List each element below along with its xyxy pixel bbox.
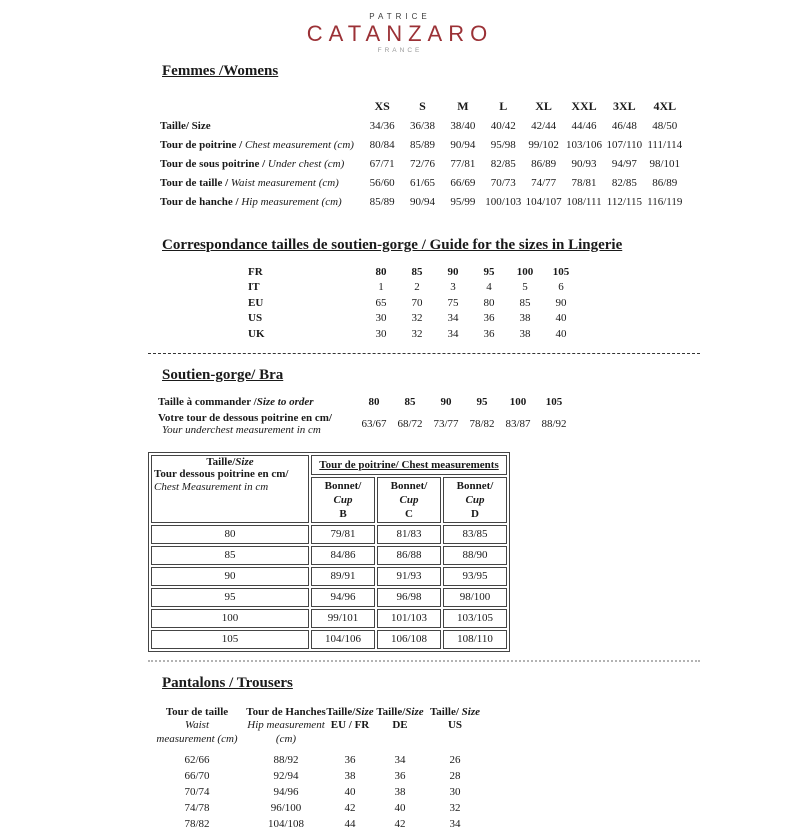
text-label: Bonnet/: [457, 480, 494, 492]
row-label: [158, 412, 356, 436]
table-cell: L: [483, 96, 523, 116]
table-row: [151, 630, 507, 649]
table-cell: 94/96: [311, 588, 375, 607]
table-cell: 99/101: [311, 609, 375, 628]
text-label: Size to order: [257, 396, 314, 408]
row-label: FR: [248, 264, 363, 280]
text-label: Cup: [466, 494, 485, 506]
table-cell: 30: [363, 311, 399, 327]
table-cell: 44: [326, 816, 374, 832]
lingerie-heading: Correspondance tailles de soutien-gorge / Guide for the sizes in Lingerie: [162, 237, 700, 254]
table-cell: 98/100: [443, 588, 507, 607]
table-cell: 38: [326, 768, 374, 784]
brand-country: FRANCE: [0, 46, 800, 55]
table-cell: 104/106: [311, 630, 375, 649]
text-label: Bonnet/: [325, 480, 362, 492]
table-cell: 90: [435, 264, 471, 280]
brand-first-name: PATRICE: [0, 12, 800, 22]
table-cell: 68/72: [392, 412, 428, 436]
table-cell: 85: [151, 546, 309, 565]
row-label: [160, 135, 362, 154]
table-cell: 3XL: [604, 96, 644, 116]
row-label: [160, 192, 362, 211]
table-cell: 67/71: [362, 154, 402, 173]
table-cell: 105: [536, 392, 572, 412]
table-cell: 36: [471, 326, 507, 342]
text-label: Votre tour de dessous poitrine en cm/: [158, 412, 332, 424]
table-cell: 85: [399, 264, 435, 280]
text-label: Tour de taille /: [160, 177, 231, 189]
text-label: [154, 456, 306, 468]
table-cell: 36: [471, 311, 507, 327]
text-label: B: [339, 508, 346, 520]
text-label: Under chest (cm): [268, 158, 344, 170]
table-cell: 100: [151, 609, 309, 628]
table-row: [148, 768, 484, 784]
table-cell: M: [443, 96, 483, 116]
table-cell: 116/119: [645, 192, 685, 211]
table-cell: 107/110: [604, 135, 644, 154]
table-row: [151, 525, 507, 544]
table-cell: 40: [374, 800, 426, 816]
table-cell: 103/105: [443, 609, 507, 628]
table-cell: 40: [543, 326, 579, 342]
table-cell: 90/94: [443, 135, 483, 154]
text-label: measurement (cm): [156, 733, 237, 745]
table-cell: 95: [471, 264, 507, 280]
womens-size-table: [160, 96, 685, 211]
table-cell: 34: [426, 816, 484, 832]
table-cell: 73/77: [428, 412, 464, 436]
table-cell: 80/84: [362, 135, 402, 154]
table-cell: 30: [363, 326, 399, 342]
table-cell: 34/36: [362, 116, 402, 135]
table-row: [160, 154, 685, 173]
table-cell: 34: [435, 326, 471, 342]
table-cell: 48/50: [645, 116, 685, 135]
text-label: Hip measurement: [247, 719, 325, 731]
brand-last-name: CATANZARO: [0, 22, 800, 46]
table-cell: 74/77: [523, 173, 563, 192]
cup-measurement-table: [148, 452, 510, 652]
table-cell: 62/66: [148, 752, 246, 768]
table-cell: 105: [543, 264, 579, 280]
trousers-size-table: [148, 706, 484, 832]
cup-b-header: [311, 477, 375, 523]
text-label: Size: [235, 456, 253, 468]
table-cell: 82/85: [604, 173, 644, 192]
table-cell: 94/96: [246, 784, 326, 800]
de-column-header: [374, 706, 426, 753]
table-cell: 86/89: [645, 173, 685, 192]
text-label: Hip measurement (cm): [241, 196, 341, 208]
table-cell: 56/60: [362, 173, 402, 192]
table-cell: 61/65: [402, 173, 442, 192]
table-cell: 86/88: [377, 546, 441, 565]
group-header-cell: Tour de poitrine/ Chest measurements: [311, 455, 507, 475]
text-label: Waist: [185, 719, 209, 731]
table-cell: 112/115: [604, 192, 644, 211]
row-label: [160, 154, 362, 173]
table-cell: 111/114: [645, 135, 685, 154]
table-cell: 90/93: [564, 154, 604, 173]
table-cell: 40/42: [483, 116, 523, 135]
table-cell: 90: [151, 567, 309, 586]
table-row: [160, 192, 685, 211]
us-column-header: [426, 706, 484, 753]
table-cell: 94/97: [604, 154, 644, 173]
text-label: Your underchest measurement in cm: [162, 424, 356, 436]
table-cell: 81/83: [377, 525, 441, 544]
table-cell: 95: [151, 588, 309, 607]
text-label: Taille/: [430, 706, 462, 718]
lingerie-size-table: [248, 264, 579, 342]
table-row: [248, 264, 579, 280]
table-row: [148, 752, 484, 768]
table-cell: 96/100: [246, 800, 326, 816]
cup-c-header: [377, 477, 441, 523]
table-cell: 78/81: [564, 173, 604, 192]
table-cell: 104/107: [523, 192, 563, 211]
table-cell: 105: [151, 630, 309, 649]
dashed-divider: [148, 353, 700, 354]
table-cell: 80: [363, 264, 399, 280]
text-label: Taille/: [376, 706, 405, 718]
table-cell: 95: [464, 392, 500, 412]
table-cell: 88/92: [246, 752, 326, 768]
table-cell: 103/106: [564, 135, 604, 154]
table-cell: 72/76: [402, 154, 442, 173]
table-cell: 95/99: [443, 192, 483, 211]
table-cell: 78/82: [148, 816, 246, 832]
row-label: [160, 173, 362, 192]
text-label: DE: [392, 719, 407, 731]
row-label: [158, 392, 356, 412]
row-label: US: [248, 311, 363, 327]
table-cell: 5: [507, 280, 543, 296]
table-cell: 85/89: [402, 135, 442, 154]
table-cell: 79/81: [311, 525, 375, 544]
text-label: C: [405, 508, 413, 520]
table-header-row: [151, 455, 507, 475]
table-cell: 4XL: [645, 96, 685, 116]
text-label: D: [471, 508, 479, 520]
table-cell: 75: [435, 295, 471, 311]
brand-logo: [0, 12, 800, 55]
table-row: [151, 546, 507, 565]
table-cell: 89/91: [311, 567, 375, 586]
text-label: Tour de Hanches: [246, 706, 325, 718]
table-cell: 42: [326, 800, 374, 816]
text-label: Chest measurement (cm): [245, 139, 354, 151]
table-cell: 93/95: [443, 567, 507, 586]
table-cell: 101/103: [377, 609, 441, 628]
table-cell: 100: [507, 264, 543, 280]
table-row: [151, 588, 507, 607]
table-cell: 99/102: [523, 135, 563, 154]
table-row: [160, 173, 685, 192]
table-cell: 88/92: [536, 412, 572, 436]
table-cell: 70/74: [148, 784, 246, 800]
table-row: [148, 816, 484, 832]
table-row: [248, 295, 579, 311]
table-cell: 100/103: [483, 192, 523, 211]
table-cell: 91/93: [377, 567, 441, 586]
table-row: [248, 280, 579, 296]
table-cell: 66/69: [443, 173, 483, 192]
table-header-row: [148, 706, 484, 753]
row-label: [160, 116, 362, 135]
corner-header-cell: [151, 455, 309, 523]
table-cell: 42: [374, 816, 426, 832]
table-row: [248, 326, 579, 342]
eu-fr-column-header: [326, 706, 374, 753]
table-cell: 36: [326, 752, 374, 768]
table-cell: 34: [374, 752, 426, 768]
table-cell: 38/40: [443, 116, 483, 135]
table-row: [148, 800, 484, 816]
table-cell: 34: [435, 311, 471, 327]
text-label: Tour de sous poitrine /: [160, 158, 268, 170]
table-cell: 98/101: [645, 154, 685, 173]
text-label: Cup: [400, 494, 419, 506]
table-row: [158, 412, 572, 436]
table-cell: 1: [363, 280, 399, 296]
table-cell: 38: [374, 784, 426, 800]
table-cell: 80: [151, 525, 309, 544]
table-cell: 108/110: [443, 630, 507, 649]
table-header-row: [160, 96, 685, 116]
table-row: [248, 311, 579, 327]
row-label: EU: [248, 295, 363, 311]
table-cell: 88/90: [443, 546, 507, 565]
table-row: [151, 609, 507, 628]
table-cell: 26: [426, 752, 484, 768]
table-cell: 96/98: [377, 588, 441, 607]
text-label: (cm): [276, 733, 296, 745]
table-row: [160, 116, 685, 135]
table-cell: S: [402, 96, 442, 116]
table-cell: 77/81: [443, 154, 483, 173]
text-label: Tour de poitrine /: [160, 139, 245, 151]
bra-heading: Soutien-gorge/ Bra: [162, 367, 700, 384]
hip-column-header: [246, 706, 326, 753]
table-cell: 104/108: [246, 816, 326, 832]
table-cell: 42/44: [523, 116, 563, 135]
table-cell: 32: [399, 326, 435, 342]
table-cell: 85: [392, 392, 428, 412]
text-label: EU / FR: [331, 719, 370, 731]
table-cell: 92/94: [246, 768, 326, 784]
table-cell: 28: [426, 768, 484, 784]
table-cell: 85/89: [362, 192, 402, 211]
table-cell: 65: [363, 295, 399, 311]
table-cell: 46/48: [604, 116, 644, 135]
table-cell: 100: [500, 392, 536, 412]
trousers-heading: Pantalons / Trousers: [162, 675, 700, 692]
text-label: Size: [405, 706, 423, 718]
table-cell: 95/98: [483, 135, 523, 154]
table-cell: 80: [356, 392, 392, 412]
text-label: Bonnet/: [391, 480, 428, 492]
table-row: [148, 784, 484, 800]
bra-size-table: [158, 392, 572, 436]
table-cell: 40: [326, 784, 374, 800]
text-label: US: [448, 719, 462, 731]
row-label: IT: [248, 280, 363, 296]
text-label: Tour dessous poitrine en cm/: [154, 468, 306, 481]
table-cell: 44/46: [564, 116, 604, 135]
table-cell: 108/111: [564, 192, 604, 211]
table-cell: 78/82: [464, 412, 500, 436]
text-label: Taille à commander /: [158, 396, 257, 408]
text-label: Size: [462, 706, 480, 718]
table-row: [158, 392, 572, 412]
table-cell: 63/67: [356, 412, 392, 436]
text-label: Tour de hanche /: [160, 196, 241, 208]
table-cell: 70: [399, 295, 435, 311]
row-label: UK: [248, 326, 363, 342]
table-cell: 66/70: [148, 768, 246, 784]
text-label: Cup: [334, 494, 353, 506]
waist-column-header: [148, 706, 246, 753]
table-cell: XS: [362, 96, 402, 116]
table-cell: 83/87: [500, 412, 536, 436]
table-cell: 90/94: [402, 192, 442, 211]
table-cell: 83/85: [443, 525, 507, 544]
table-cell: 32: [399, 311, 435, 327]
table-cell: 84/86: [311, 546, 375, 565]
table-cell: 36/38: [402, 116, 442, 135]
text-label: Size: [355, 706, 373, 718]
table-cell: 90: [428, 392, 464, 412]
cup-d-header: [443, 477, 507, 523]
table-cell: 106/108: [377, 630, 441, 649]
table-cell: 82/85: [483, 154, 523, 173]
table-cell: 2: [399, 280, 435, 296]
table-cell: 86/89: [523, 154, 563, 173]
table-cell: XXL: [564, 96, 604, 116]
womens-heading: Femmes /Womens: [162, 63, 700, 80]
table-row: [151, 567, 507, 586]
text-label: Tour de taille: [166, 706, 228, 718]
table-cell: XL: [523, 96, 563, 116]
text-label: Taille/ Size: [160, 120, 211, 132]
table-cell: 38: [507, 311, 543, 327]
text-label: Taille/: [326, 706, 355, 718]
table-cell: 85: [507, 295, 543, 311]
dotted-divider: [148, 660, 700, 662]
table-row: [160, 135, 685, 154]
table-cell: 70/73: [483, 173, 523, 192]
table-cell: [160, 96, 362, 116]
table-cell: 32: [426, 800, 484, 816]
table-cell: 90: [543, 295, 579, 311]
table-cell: 38: [507, 326, 543, 342]
text-label: Taille/: [206, 456, 235, 468]
text-label: Waist measurement (cm): [231, 177, 339, 189]
table-cell: 6: [543, 280, 579, 296]
text-label: Chest Measurement in cm: [154, 481, 306, 494]
table-cell: 80: [471, 295, 507, 311]
table-cell: 36: [374, 768, 426, 784]
table-cell: 3: [435, 280, 471, 296]
table-cell: 30: [426, 784, 484, 800]
table-cell: 40: [543, 311, 579, 327]
table-cell: 4: [471, 280, 507, 296]
table-cell: 74/78: [148, 800, 246, 816]
